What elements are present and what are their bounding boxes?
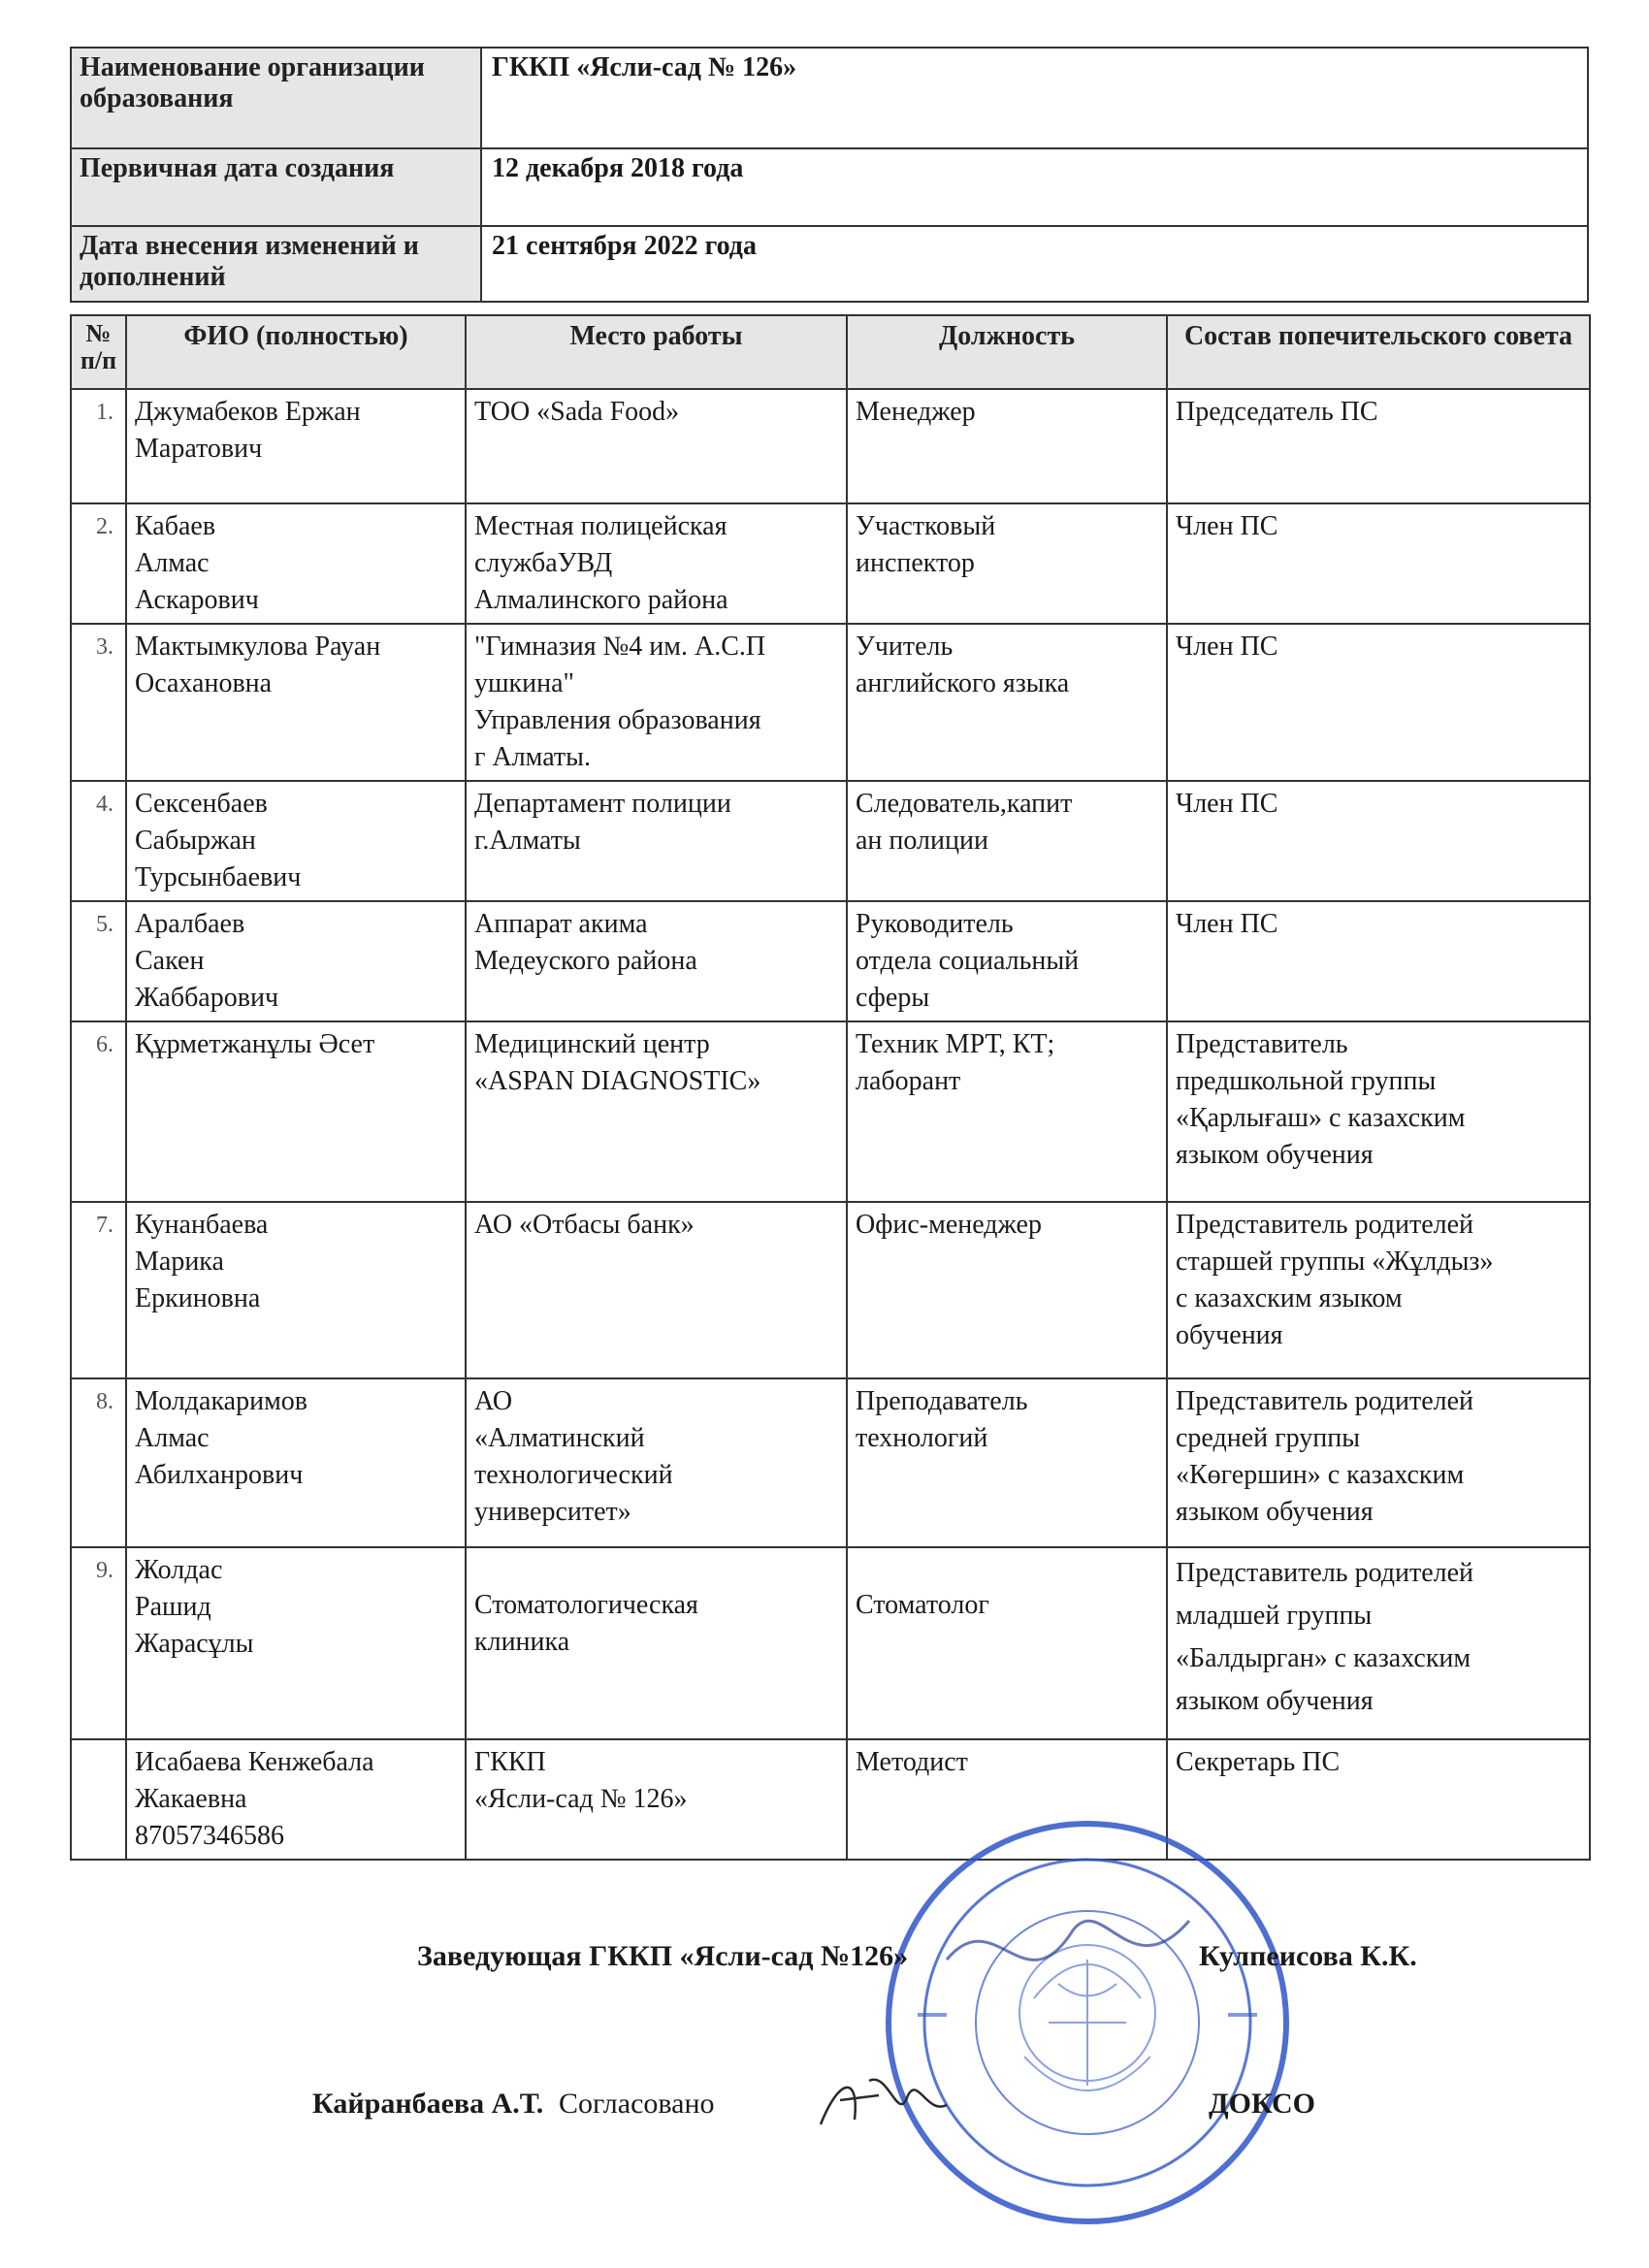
header-work: Место работы	[466, 315, 847, 389]
created-label: Первичная дата создания	[71, 148, 481, 226]
table-row	[71, 1021, 1590, 1202]
agreed-label: Согласовано	[559, 2088, 715, 2120]
row-name: Мактымкулова Рауан Осахановна	[126, 624, 466, 781]
org-label: Наименование организации образования	[71, 48, 481, 148]
row-role: Член ПС	[1167, 624, 1590, 781]
row-num: 9.	[71, 1547, 126, 1739]
row-work: "Гимназия №4 им. А.С.П ушкина" Управления образования г Алматы.	[466, 624, 847, 781]
row-role: Член ПС	[1167, 503, 1590, 624]
row-work: ТОО «Sada Food»	[466, 389, 847, 503]
row-role: Секретарь ПС	[1167, 1739, 1590, 1860]
row-work: Местная полицейская службаУВД Алмалинского района	[466, 503, 847, 624]
row-work: ГККП «Ясли-сад № 126»	[466, 1739, 847, 1860]
row-role: Представитель предшкольной группы «Қарлығаш» с казахским языком обучения	[1167, 1021, 1590, 1202]
table-row	[71, 1547, 1590, 1739]
row-name: Сексенбаев Сабыржан Турсынбаевич	[126, 781, 466, 901]
row-position: Менеджер	[847, 389, 1167, 503]
row-position: Стоматолог	[847, 1547, 1167, 1739]
header-num: № п/п	[71, 315, 126, 389]
signature-icon	[811, 2066, 956, 2134]
row-name: Жолдас Рашид Жарасұлы	[126, 1547, 466, 1739]
row-role: Член ПС	[1167, 781, 1590, 901]
row-name: Құрметжанұлы Әсет	[126, 1021, 466, 1202]
dokso-label: ДОКСО	[1209, 2088, 1315, 2120]
created-value: 12 декабря 2018 года	[481, 148, 1588, 226]
table-row	[71, 1202, 1590, 1378]
row-name: Джумабеков Ержан Маратович	[126, 389, 466, 503]
table-row	[71, 624, 1590, 781]
row-position: Участковый инспектор	[847, 503, 1167, 624]
row-num: 7.	[71, 1202, 126, 1378]
row-role: Член ПС	[1167, 901, 1590, 1021]
row-work: Стоматологическая клиника	[466, 1547, 847, 1739]
row-role: Представитель родителей старшей группы «Жұлдыз» с казахским языком обучения	[1167, 1202, 1590, 1378]
official-stamp-icon	[879, 1814, 1296, 2231]
row-role: Председатель ПС	[1167, 389, 1590, 503]
row-position: Преподаватель технологий	[847, 1378, 1167, 1547]
row-name: Исабаева Кенжебала Жакаевна 87057346586	[126, 1739, 466, 1860]
row-position: Руководитель отдела социальный сферы	[847, 901, 1167, 1021]
head-name: Кулпеисова К.К.	[1199, 1940, 1417, 1972]
org-value: ГККП «Ясли-сад № 126»	[481, 48, 1588, 148]
row-position: Методист	[847, 1739, 1167, 1860]
header-role: Состав попечительского совета	[1167, 315, 1590, 389]
row-position: Учитель английского языка	[847, 624, 1167, 781]
row-work: Медицинский центр «ASPAN DIAGNOSTIC»	[466, 1021, 847, 1202]
row-position: Следователь,капит ан полиции	[847, 781, 1167, 901]
organization-info-table	[70, 47, 1589, 303]
changed-label: Дата внесения изменений и дополнений	[71, 226, 481, 302]
row-work: АО «Алматинский технологический университет»	[466, 1378, 847, 1547]
table-row	[71, 1378, 1590, 1547]
row-num	[71, 1739, 126, 1860]
row-work: Аппарат акима Медеуского района	[466, 901, 847, 1021]
table-row	[71, 781, 1590, 901]
changed-value: 21 сентября 2022 года	[481, 226, 1588, 302]
table-row	[71, 901, 1590, 1021]
row-num: 6.	[71, 1021, 126, 1202]
row-num: 3.	[71, 624, 126, 781]
row-num: 4.	[71, 781, 126, 901]
row-role: Представитель родителей средней группы «Көгершин» с казахским языком обучения	[1167, 1378, 1590, 1547]
row-name: Кунанбаева Марика Еркиновна	[126, 1202, 466, 1378]
row-num: 5.	[71, 901, 126, 1021]
row-work: Департамент полиции г.Алматы	[466, 781, 847, 901]
header-name: ФИО (полностью)	[126, 315, 466, 389]
row-position: Офис-менеджер	[847, 1202, 1167, 1378]
row-num: 8.	[71, 1378, 126, 1547]
row-name: Аралбаев Сакен Жаббарович	[126, 901, 466, 1021]
approver-name: Кайранбаева А.Т.	[312, 2088, 544, 2120]
table-row	[71, 503, 1590, 624]
table-row	[71, 1739, 1590, 1860]
row-num: 1.	[71, 389, 126, 503]
row-num: 2.	[71, 503, 126, 624]
row-work: АО «Отбасы банк»	[466, 1202, 847, 1378]
head-title: Заведующая ГККП «Ясли-сад №126»	[417, 1940, 909, 1972]
row-name: Молдакаримов Алмас Абилханрович	[126, 1378, 466, 1547]
row-role: Представитель родителей младшей группы «Балдырган» с казахским языком обучения	[1167, 1547, 1590, 1739]
trustee-council-table	[70, 314, 1591, 1861]
row-name: Кабаев Алмас Аскарович	[126, 503, 466, 624]
header-position: Должность	[847, 315, 1167, 389]
table-row	[71, 389, 1590, 503]
row-position: Техник МРТ, КТ; лаборант	[847, 1021, 1167, 1202]
